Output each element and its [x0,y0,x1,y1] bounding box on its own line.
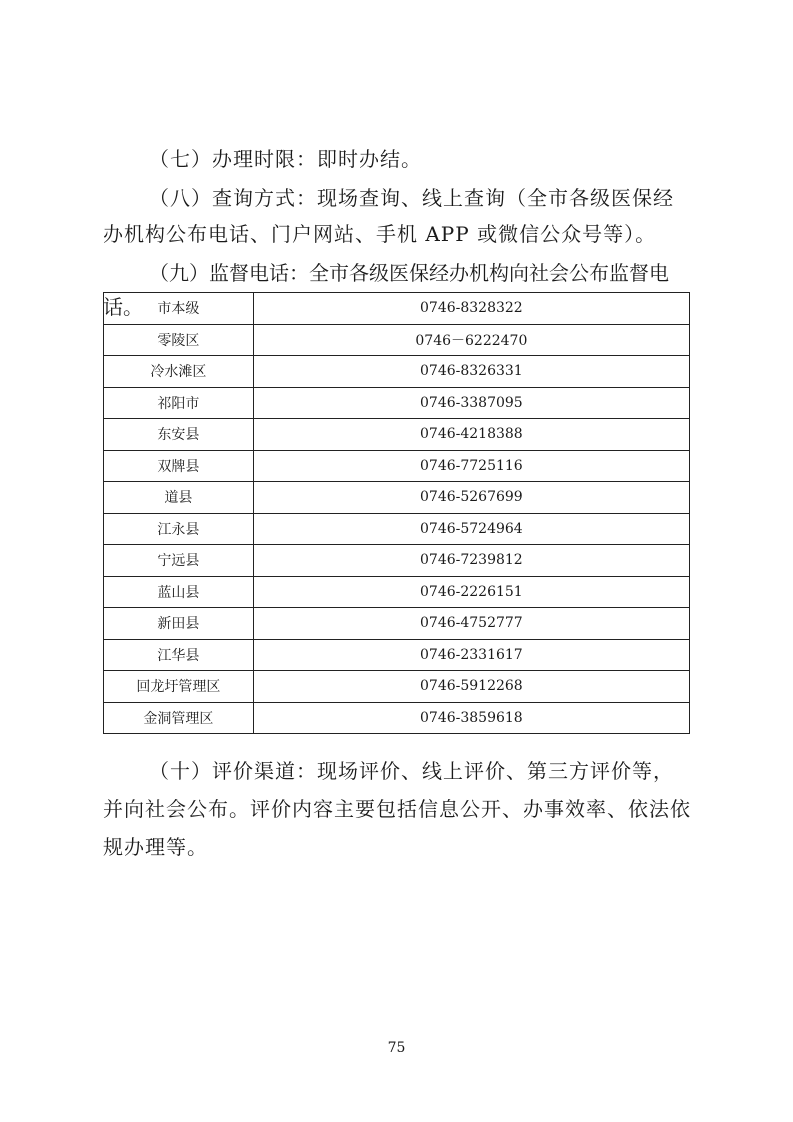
phone-cell: 0746-7725116 [253,450,689,482]
region-cell: 新田县 [104,608,254,640]
table-row [104,608,690,640]
table-row [104,545,690,577]
region-cell: 江永县 [104,513,254,545]
phone-cell: 0746－6222470 [253,324,689,356]
phone-cell: 0746-5912268 [253,671,689,703]
phone-cell: 0746-3387095 [253,387,689,419]
table-row [104,419,690,451]
table-row [104,450,690,482]
phone-cell: 0746-5267699 [253,482,689,514]
region-cell: 双牌县 [104,450,254,482]
phone-cell: 0746-3859618 [253,702,689,734]
region-cell: 东安县 [104,419,254,451]
table-row [104,293,690,325]
phone-cell: 0746-2331617 [253,639,689,671]
table-row [104,324,690,356]
region-cell: 祁阳市 [104,387,254,419]
table-row [104,639,690,671]
table-row [104,356,690,388]
region-cell: 零陵区 [104,324,254,356]
phone-cell: 0746-8326331 [253,356,689,388]
region-cell: 市本级 [104,293,254,325]
section-ten-evaluation-channels: （十）评价渠道：现场评价、线上评价、第三方评价等，并向社会公布。评价内容主要包括信息公开、办事效率、依法依规办理等。 [103,759,691,859]
table-row [104,702,690,734]
phone-cell: 0746-4218388 [253,419,689,451]
table-row [104,387,690,419]
table-row [104,576,690,608]
page-number: 75 [387,1040,406,1056]
phone-cell: 0746-4752777 [253,608,689,640]
table-row [104,482,690,514]
section-seven-processing-time: （七）办理时限：即时办结。 [149,147,422,171]
supervision-phone-table [103,292,690,734]
region-cell: 冷水滩区 [104,356,254,388]
table-row [104,671,690,703]
phone-cell: 0746-8328322 [253,293,689,325]
phone-cell: 0746-7239812 [253,545,689,577]
region-cell: 江华县 [104,639,254,671]
region-cell: 回龙圩管理区 [104,671,254,703]
region-cell: 道县 [104,482,254,514]
region-cell: 蓝山县 [104,576,254,608]
phone-cell: 0746-2226151 [253,576,689,608]
region-cell: 金洞管理区 [104,702,254,734]
table-row [104,513,690,545]
phone-cell: 0746-5724964 [253,513,689,545]
region-cell: 宁远县 [104,545,254,577]
section-nine-supervision-phone: （九）监督电话：全市各级医保经办机构向社会公布监督电话。 [103,261,669,319]
section-eight-inquiry-methods: （八）查询方式：现场查询、线上查询（全市各级医保经办机构公布电话、门户网站、手机 APP 或微信公众号等）。 [103,186,674,246]
